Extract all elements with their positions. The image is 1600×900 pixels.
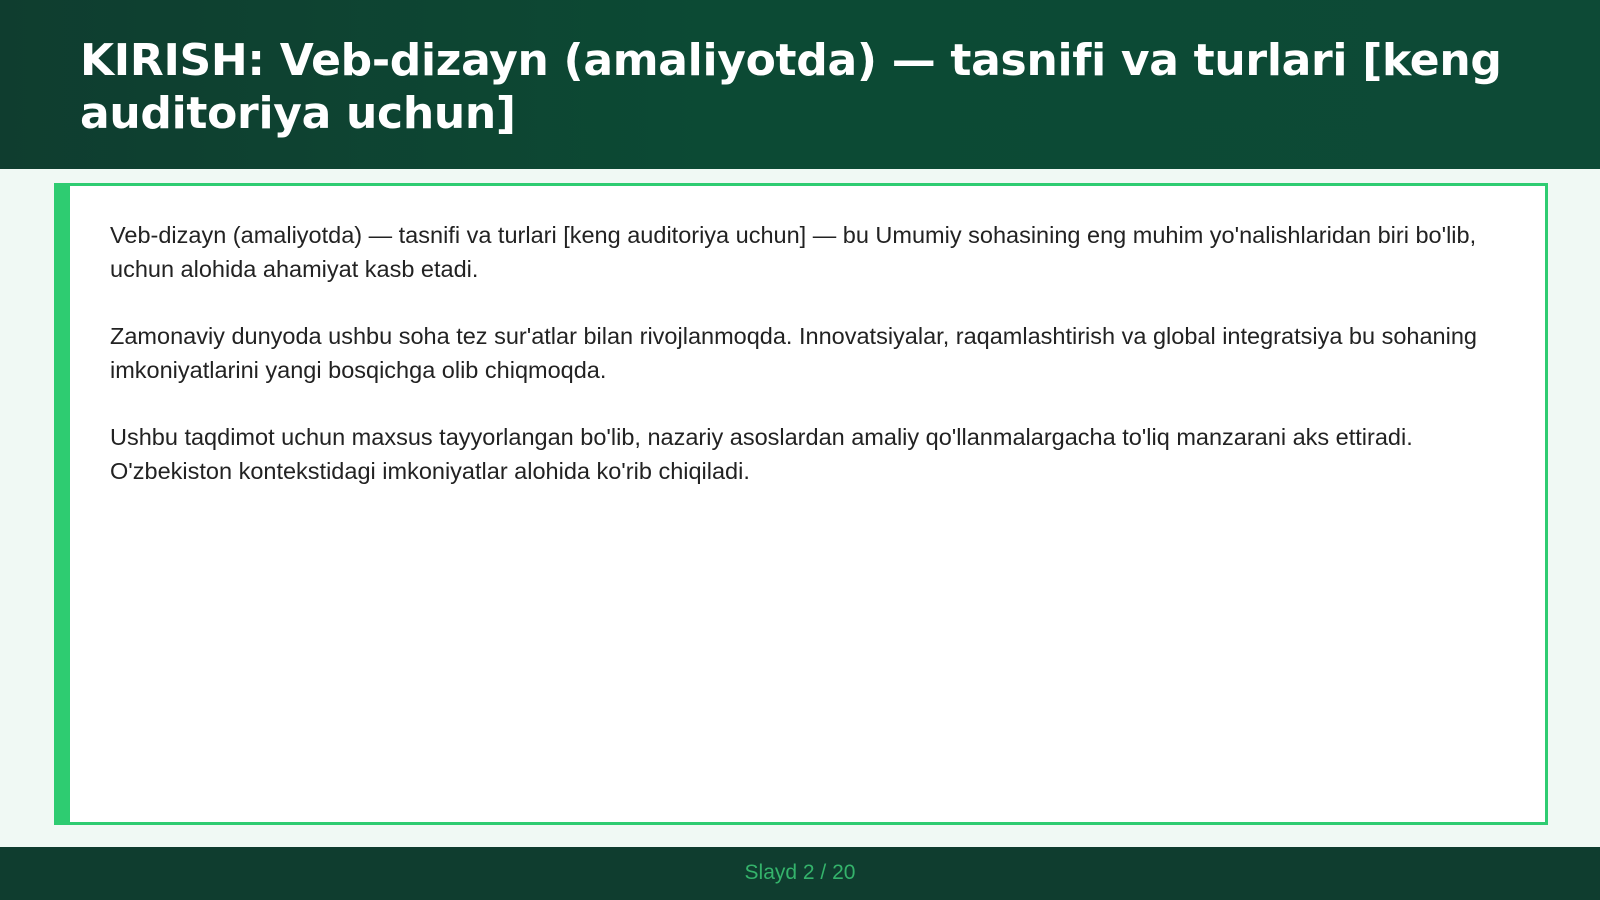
- content-paragraph-2: Zamonaviy dunyoda ushbu soha tez sur'atlar bilan rivojlanmoqda. Innovatsiyalar, raqamlashtirish va global integratsiya bu sohaning imkoniyatlarini yangi bosqichga olib chiqmoqda.: [110, 323, 1477, 383]
- content-card: [54, 183, 1548, 825]
- slide-title: KIRISH: Veb-dizayn (amaliyotda) — tasnifi va turlari [keng auditoriya uchun]: [80, 35, 1502, 139]
- slide-footer: [0, 847, 1600, 900]
- slide-header: [0, 0, 1600, 169]
- slide-counter: Slayd 2 / 20: [744, 861, 856, 884]
- content-paragraph-1: Veb-dizayn (amaliyotda) — tasnifi va turlari [keng auditoriya uchun] — bu Umumiy sohasining eng muhim yo'nalishlaridan biri bo'lib, uchun alohida ahamiyat kasb etadi.: [110, 222, 1477, 282]
- content-paragraph-3: Ushbu taqdimot uchun maxsus tayyorlangan bo'lib, nazariy asoslardan amaliy qo'llanmalargacha to'liq manzarani aks ettiradi. O'zbekiston kontekstidagi imkoniyatlar alohida ko'rib chiqiladi.: [110, 424, 1413, 484]
